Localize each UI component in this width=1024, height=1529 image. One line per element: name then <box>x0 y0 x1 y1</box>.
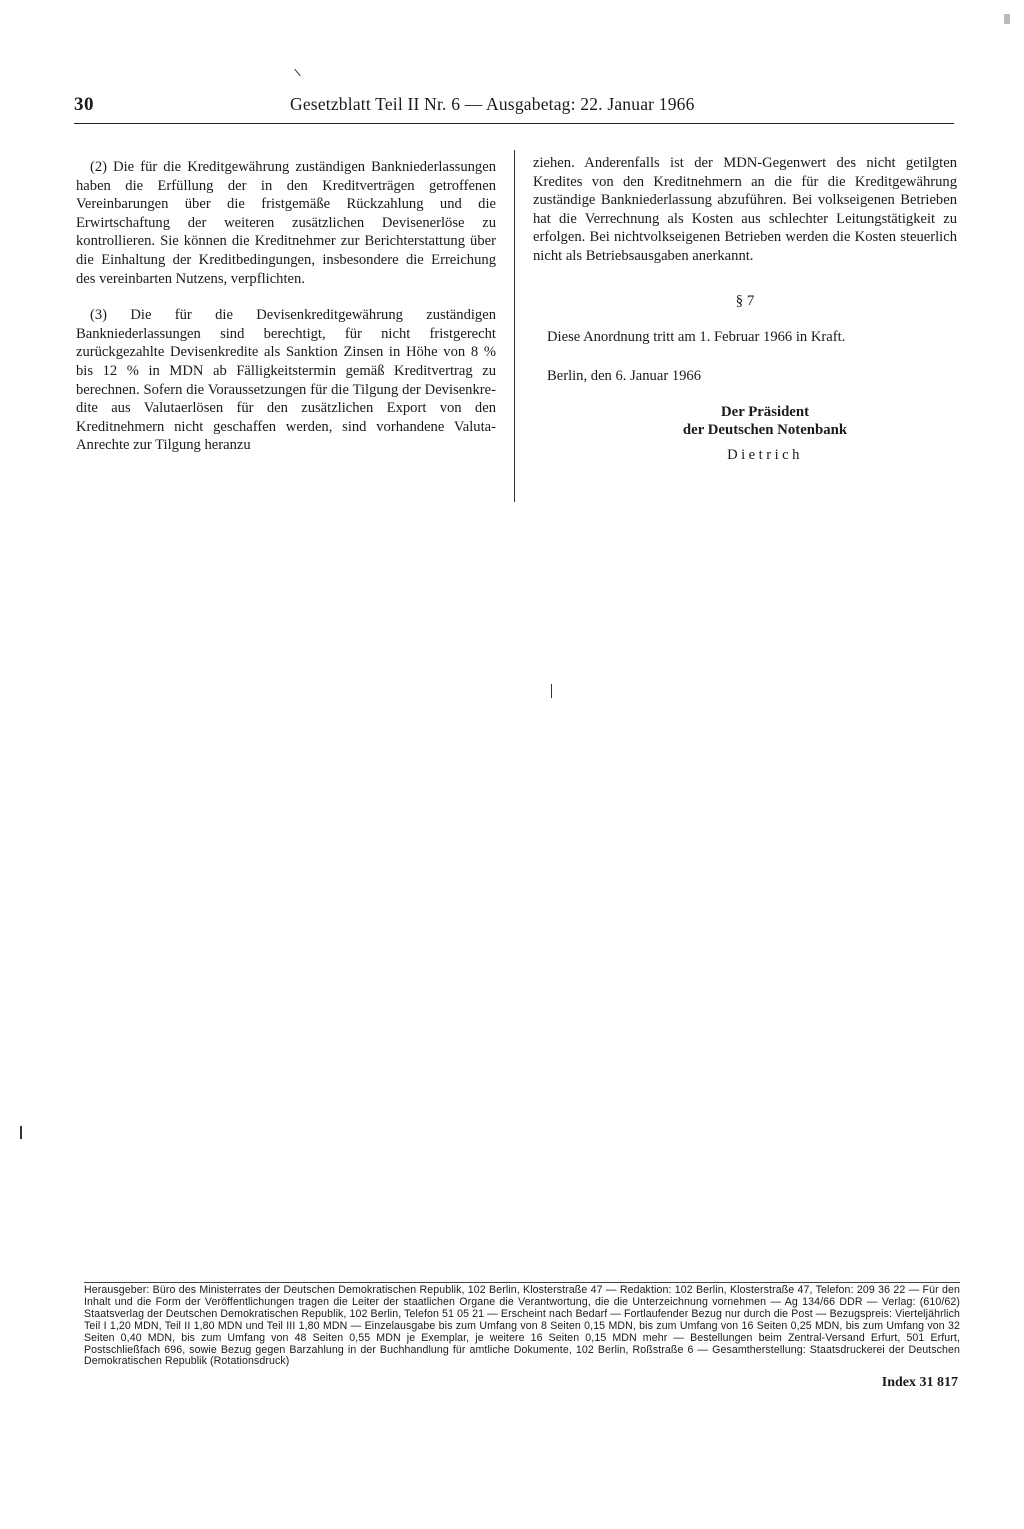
column-divider <box>514 150 515 502</box>
scan-mark <box>1004 14 1010 24</box>
paragraph-2: (2) Die für die Kreditgewährung zuständigen Bankniederlassungen haben die Erfüllung der in den Kreditverträgen getroffenen Vereinbarungen über die fristgemäße Rückzahlung und die Erwirtschaftung der weiteren zusätzlichen Devisenerlöse zu kontrollieren. Sie können die Kreditnehmer zur Berichterstattung über die Einhaltung der Kreditbedingungen, insbesondere die Erreichung des vereinbarten Nutzens, verpflichten. <box>76 159 496 287</box>
scan-mark <box>20 1126 22 1139</box>
place-and-date: Berlin, den 6. Januar 1966 <box>547 367 702 384</box>
scan-mark <box>294 69 301 77</box>
signatory-title-line-1: Der Präsident <box>720 404 810 421</box>
page-number: 30 <box>74 94 94 115</box>
paragraph-3: (3) Die für die Devisenkreditgewährung zuständigen Bankniederlassungen sind berechtigt, für nicht fristgerecht zurückgezahlte Devisenkredite als Sanktion Zinsen in Höhe von 8 % bis 12 % in MDN ab Fälligkeitstermin gemäß Kreditvertrag zu berechnen. Sofern die Voraussetzungen für die Tilgung der Devisenkredite aus Valutaerlösen für den zusätzlichen Export von den Kreditnehmern nicht geschaffen werden, sind vorhandene Valuta-Anrechte zur Tilgung heranzu <box>76 307 496 454</box>
paragraph-3-continuation: ziehen. Anderenfalls ist der MDN-Gegenwert des nicht getilgten Kredites von den Kreditnehmern an die für die Kreditgewährung zuständige Bankniederlassung abzuführen. Bei volkseigenen Betrieben hat die Verrechnung als Kosten aus schlechter Leitungstätigkeit zu erfolgen. Bei nichtvolkseigenen Betrieben werden die Kosten steuerlich nicht als Betriebsausgaben anerkannt. <box>533 155 957 264</box>
section-mark: § 7 <box>735 292 755 309</box>
page-header <box>74 94 954 122</box>
signature-block <box>533 403 957 465</box>
scan-mark <box>551 684 552 698</box>
imprint-footer: Herausgeber: Büro des Ministerrates der Deutschen Demokratischen Republik, 102 Berlin, Klosterstraße 47 — Redaktion: 102 Berlin, Klosterstraße 47, Telefon: 209 36 22 — Für den Inhalt und die Form der Veröffentlichungen tragen die Leiter der staatlichen Organe die Verantwortung, die die Unterzeichnung vornehmen — Ag 134/66 DDR — Verlag: (610/62) Staatsverlag der Deutschen Demokratischen Republik, 102 Berlin, Telefon 51 05 21 — Erscheint nach Bedarf — Fortlaufender Bezug nur durch die Post — Bezugspreis: Vierteljährlich Teil I 1,20 MDN, Teil II 1,80 MDN und Teil III 1,80 MDN — Einzelausgabe bis zum Umfang von 8 Seiten 0,15 MDN, bis zum Umfang von 16 Seiten 0,25 MDN, bis zum Umfang von 32 Seiten 0,40 MDN, bis zum Umfang von 48 Seiten 0,55 MDN je Exemplar, je weitere 16 Seiten 0,15 MDN mehr — Bestellungen beim Zentral-Versand Erfurt, 501 Erfurt, Postschließfach 696, sowie Bezug gegen Barzahlung in der Buchhandlung für amtliche Dokumente, 102 Berlin, Roßstraße 6 — Gesamtherstellung: Staatsdruckerei der Deutschen Demokratischen Republik (Rotationsdruck) <box>84 1284 960 1368</box>
signatory-title-line-2: der Deutschen Notenbank <box>682 422 848 439</box>
left-column <box>76 158 496 455</box>
effective-date-statement: Diese Anordnung tritt am 1. Februar 1966 in Kraft. <box>547 329 846 346</box>
imprint-index: Index 31 817 <box>874 1375 958 1391</box>
header-rule <box>74 123 954 124</box>
right-column <box>533 154 957 465</box>
header-title: Gesetzblatt Teil II Nr. 6 — Ausgabetag: 22. Januar 1966 <box>290 94 695 114</box>
signatory-name: Dietrich <box>727 447 803 464</box>
